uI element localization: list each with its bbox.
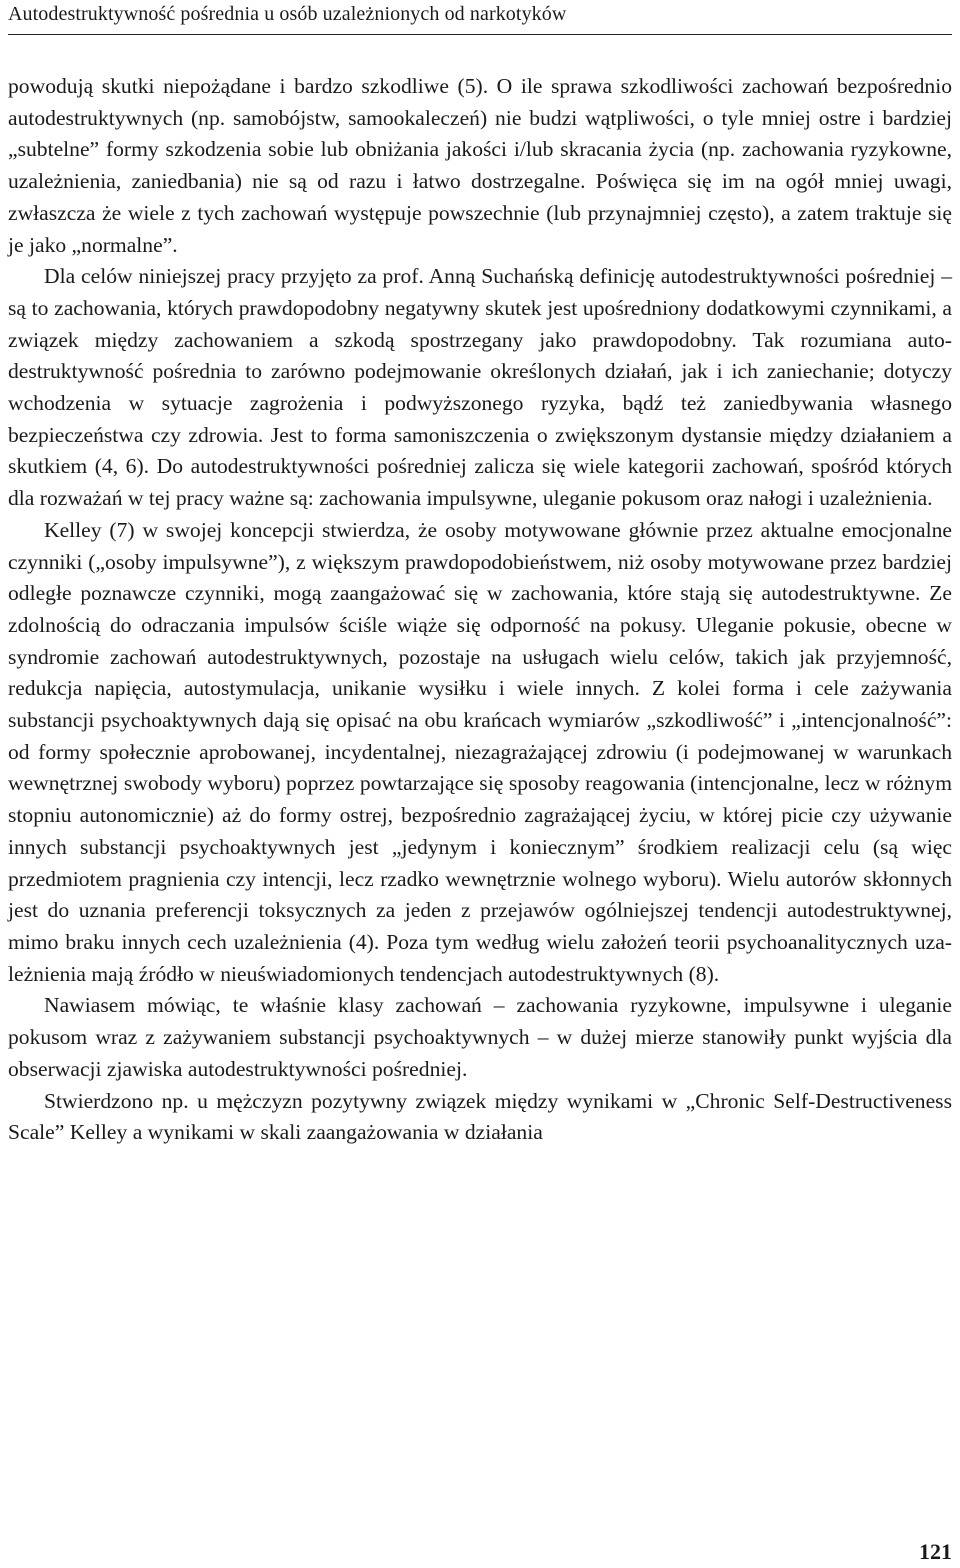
running-title: Autodestruktywność pośrednia u osób uzależnionych od narkotyków (8, 3, 567, 25)
article-body (8, 71, 952, 1149)
paragraph: Kelley (7) w swojej koncepcji stwierdza, że osoby motywowane głównie przez aktualne emocjonalne czynniki („osoby impulsywne”), z większym prawdopodobieństwem, niż osoby motywowane przez bardziej odległe poznawcze czynniki, mogą zaangażować się w zachowania, które stają się autodestruktywne. Ze zdolnością do odraczania impulsów ściśle wiąże się odporność na pokusy. Uleganie pokusie, obecne w syndromie zachowań autodestruktywnych, pozostaje na usługach wielu celów, takich jak przyjemność, redukcja napięcia, autostymulacja, unikanie wysiłku i wiele innych. Z kolei forma i cele zażywania substancji psychoaktywnych dają się opisać na obu krańcach wymiarów „szkodliwość” i „intencjonalność”: od formy społecznie aprobowanej, incydentalnej, niezagrażającej zdrowiu (i podejmowanej w warunkach wewnętrznej swobody wyboru) poprzez powtarzające się sposoby reagowania (intencjonalne, lecz w różnym stopniu autonomicznie) aż do formy ostrej, bezpośrednio zagrażającej życiu, w której picie czy używanie innych substancji psychoaktywnych jest „jedynym i koniecznym” środkiem realizacji celu (są więc przedmiotem pragnienia czy intencji, lecz rzadko wewnętrznie wolnego wyboru). Wielu autorów skłonnych jest do uznania preferencji toksycznych za jeden z przejawów ogólniejszej tendencji autodestruktywnej, mimo braku innych cech uzależnienia (4). Poza tym według wielu założeń teorii psychoanalitycznych uzależnienia mają źródło w nieuświadomionych tendencjach autodestruktywnych (8). (8, 517, 952, 986)
paragraph: Stwierdzono np. u mężczyzn pozytywny związek między wynikami w „Chronic Self-Destructiveness Scale” Kelley a wynikami w skali zaangażowania w działania (8, 1088, 952, 1145)
paragraph: Dla celów niniejszej pracy przyjęto za prof. Anną Suchańską definicję autodestruktywności pośredniej – są to zachowania, których prawdopodobny negatywny skutek jest upośredniony dodatkowymi czynnikami, a związek między zachowaniem a szkodą spostrzegany jako prawdopodobny. Tak rozumiana autodestruktywność pośrednia to zarówno podejmowanie określonych działań, jak i ich zaniechanie; dotyczy wchodzenia w sytuacje zagrożenia i podwyższonego ryzyka, bądź też zaniedbywania własnego bezpieczeństwa czy zdrowia. Jest to forma samoniszczenia o zwiększonym dystansie między działaniem a skutkiem (4, 6). Do autodestruktywności pośredniej zalicza się wiele kategorii zachowań, spośród których dla rozważań w tej pracy ważne są: zachowania impulsywne, uleganie pokusom oraz nałogi i uzależnienia. (8, 264, 952, 511)
running-header (8, 0, 952, 35)
paragraph: Nawiasem mówiąc, te właśnie klasy zachowań – zachowania ryzykowne, impulsywne i uleganie pokusom wraz z zażywaniem substancji psychoaktywnych – w dużej mierze stanowiły punkt wyjścia dla obserwacji zjawiska autodestruktywności pośredniej. (8, 993, 952, 1081)
paragraph: powodują skutki niepożądane i bardzo szkodliwe (5). O ile sprawa szkodliwości zachowań bezpośrednio autodestruktywnych (np. samobójstw, samookaleczeń) nie budzi wątpliwości, o tyle mniej ostre i bardziej „subtelne” formy szkodzenia sobie lub obniżania jakości i/lub skracania życia (np. zachowania ryzykowne, uzależnienia, zaniedbania) nie są od razu i łatwo dostrzegalne. Poświęca się im na ogół mniej uwagi, zwłaszcza że wiele z tych zachowań występuje powszechnie (lub przynajmniej często), a zatem traktuje się je jako „normalne”. (8, 74, 952, 257)
page-number: 121 (919, 1539, 952, 1564)
